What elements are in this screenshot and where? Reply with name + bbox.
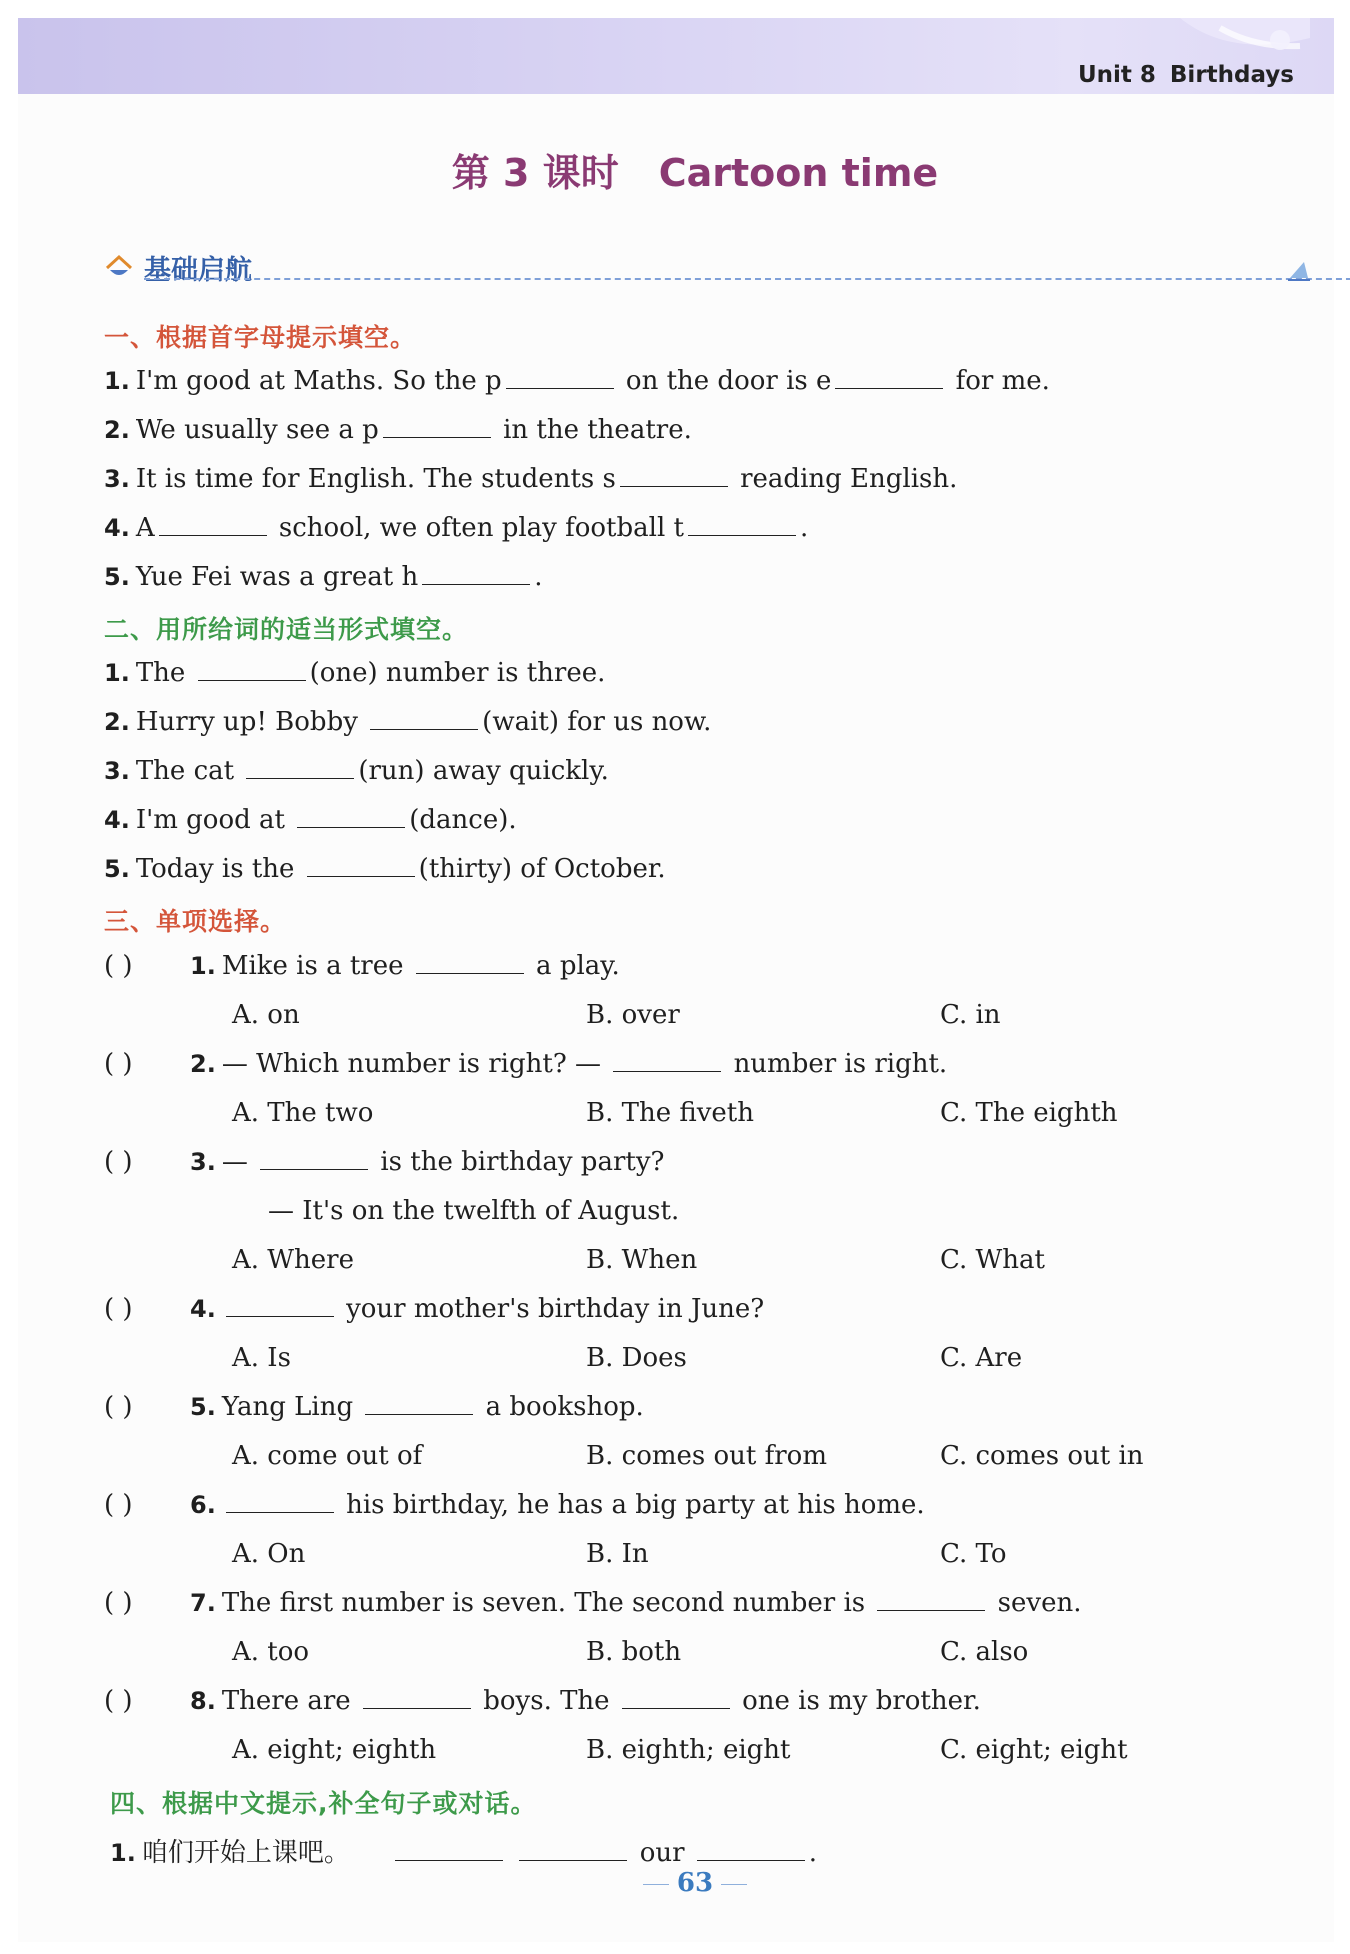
blank[interactable] [198, 679, 306, 681]
blank[interactable] [688, 534, 796, 536]
banner-divider [144, 278, 1350, 280]
option-b[interactable]: B. The fiveth [586, 1098, 754, 1128]
part4-heading: 四、根据中文提示,补全句子或对话。 [110, 1789, 537, 1818]
part2-item-5: 5. Today is the (thirty) of October. [104, 854, 666, 884]
answer-paren[interactable]: ( ) [104, 1588, 133, 1618]
answer-paren[interactable]: ( ) [104, 1392, 133, 1422]
option-b[interactable]: B. In [586, 1539, 649, 1569]
option-c[interactable]: C. also [940, 1637, 1029, 1667]
blank[interactable] [365, 1413, 473, 1415]
part1-item-1: 1. I'm good at Maths. So the p on the door is e for me. [104, 366, 1050, 396]
blank[interactable] [260, 1168, 368, 1170]
option-b[interactable]: B. over [586, 1000, 680, 1030]
option-b[interactable]: B. Does [586, 1343, 687, 1373]
part3-item-5: ( ) 5. Yang Ling a bookshop. [104, 1392, 644, 1422]
option-a[interactable]: A. The two [232, 1098, 374, 1128]
blank[interactable] [506, 387, 614, 389]
part3-item-7: ( ) 7. The first number is seven. The second number is seven. [104, 1588, 1082, 1618]
lesson-number: 第 3 课时 [451, 151, 619, 195]
sail-icon [1286, 258, 1312, 282]
option-c[interactable]: C. eight; eight [940, 1735, 1128, 1765]
page-number: 63 [0, 1868, 1350, 1898]
blank[interactable] [370, 728, 478, 730]
header-unit-label [1064, 62, 1294, 88]
option-c[interactable]: C. To [940, 1539, 1007, 1569]
unit-topic: Birthdays [1169, 62, 1294, 88]
blank[interactable] [835, 387, 943, 389]
part3-item-6: ( ) 6. his birthday, he has a big party at his home. [104, 1490, 925, 1520]
blank[interactable] [613, 1070, 721, 1072]
blank[interactable] [226, 1511, 334, 1513]
option-a[interactable]: A. too [232, 1637, 310, 1667]
answer-paren[interactable]: ( ) [104, 1294, 133, 1324]
unit-number: Unit 8 [1077, 62, 1156, 88]
part2-heading: 二、用所给词的适当形式填空。 [104, 615, 469, 644]
blank[interactable] [416, 972, 524, 974]
option-b[interactable]: B. eighth; eight [586, 1735, 791, 1765]
option-a[interactable]: A. Where [232, 1245, 354, 1275]
option-c[interactable]: C. The eighth [940, 1098, 1118, 1128]
part3-heading: 三、单项选择。 [104, 907, 287, 936]
answer-paren[interactable]: ( ) [104, 1147, 133, 1177]
option-a[interactable]: A. eight; eighth [232, 1735, 437, 1765]
option-a[interactable]: A. on [232, 1000, 300, 1030]
part3-item-1: ( ) 1. Mike is a tree a play. [104, 951, 620, 981]
part3-item-3: ( ) 3. — is the birthday party? [104, 1147, 665, 1177]
blank[interactable] [383, 436, 491, 438]
blank[interactable] [877, 1609, 985, 1611]
part1-item-2: 2. We usually see a p in the theatre. [104, 415, 692, 445]
part1-heading: 一、根据首字母提示填空。 [104, 323, 417, 352]
part2-item-4: 4. I'm good at (dance). [104, 805, 517, 835]
part3-item-2: ( ) 2. — Which number is right? — number is right. [104, 1049, 948, 1079]
blank[interactable] [297, 826, 405, 828]
blank[interactable] [307, 875, 415, 877]
part3-item-8: ( ) 8. There are boys. The one is my brother. [104, 1686, 981, 1716]
part4-item-1: 1. 咱们开始上课吧。 our . [110, 1838, 818, 1868]
part2-item-3: 3. The cat (run) away quickly. [104, 756, 609, 786]
option-a[interactable]: A. Is [232, 1343, 291, 1373]
answer-paren[interactable]: ( ) [104, 1686, 133, 1716]
option-a[interactable]: A. come out of [232, 1441, 423, 1471]
answer-paren[interactable]: ( ) [104, 1490, 133, 1520]
option-c[interactable]: C. comes out in [940, 1441, 1144, 1471]
answer-paren[interactable]: ( ) [104, 1049, 133, 1079]
boat-house-icon [104, 252, 134, 282]
option-c[interactable]: C. Are [940, 1343, 1023, 1373]
option-b[interactable]: B. both [586, 1637, 682, 1667]
blank[interactable] [159, 534, 267, 536]
part2-item-1: 1. The (one) number is three. [104, 658, 606, 688]
option-c[interactable]: C. What [940, 1245, 1045, 1275]
lesson-name: Cartoon time [658, 151, 939, 195]
blank[interactable] [697, 1859, 805, 1861]
part2-item-2: 2. Hurry up! Bobby (wait) for us now. [104, 707, 712, 737]
blank[interactable] [622, 1707, 730, 1709]
blank[interactable] [363, 1707, 471, 1709]
option-b[interactable]: B. comes out from [586, 1441, 827, 1471]
part1-item-3: 3. It is time for English. The students s reading English. [104, 464, 958, 494]
blank[interactable] [246, 777, 354, 779]
answer-paren[interactable]: ( ) [104, 951, 133, 981]
part3-item-4: ( ) 4. your mother's birthday in June? [104, 1294, 765, 1324]
dialogue-reply: — It's on the twelfth of August. [268, 1196, 680, 1226]
blank[interactable] [620, 485, 728, 487]
option-b[interactable]: B. When [586, 1245, 698, 1275]
part1-item-4: 4. A school, we often play football t . [104, 513, 809, 543]
blank[interactable] [519, 1859, 627, 1861]
option-c[interactable]: C. in [940, 1000, 1001, 1030]
blank[interactable] [395, 1859, 503, 1861]
section-banner [104, 246, 1294, 286]
blank[interactable] [422, 583, 530, 585]
option-a[interactable]: A. On [232, 1539, 306, 1569]
blank[interactable] [226, 1315, 334, 1317]
banner-label: 基础启航 [144, 255, 252, 286]
part1-item-5: 5. Yue Fei was a great h . [104, 562, 543, 592]
lesson-title [0, 142, 1350, 197]
